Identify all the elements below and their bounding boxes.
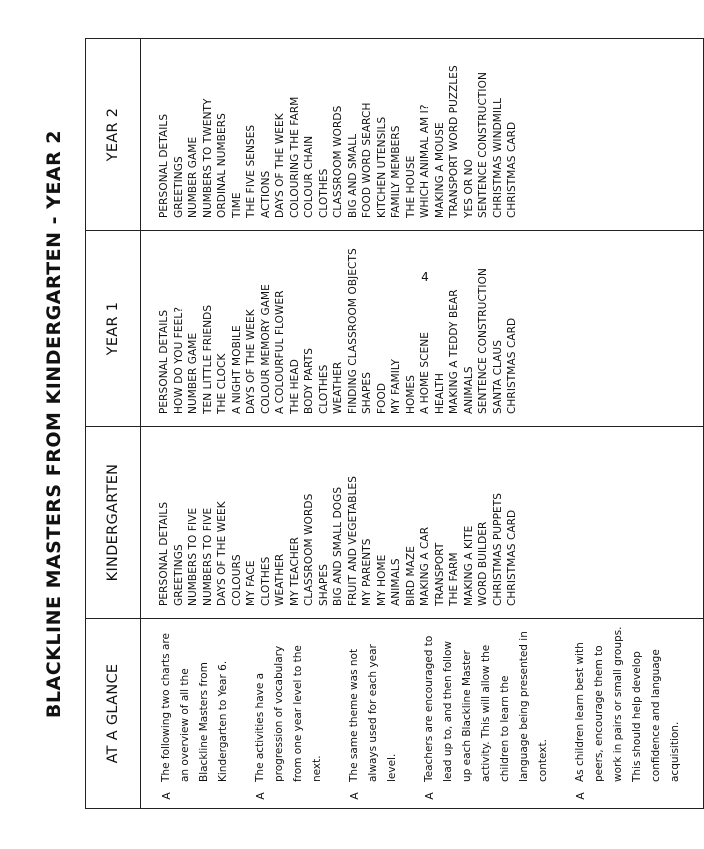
- topic-item: BIG AND SMALL: [346, 133, 359, 218]
- topic-item: CHRISTMAS WINDMILL: [491, 97, 504, 218]
- topic-item: FINDING CLASSROOM OBJECTS: [346, 248, 359, 414]
- topic-item: ACTIONS: [259, 170, 272, 218]
- topic-item: COLOURING THE FARM: [288, 96, 301, 218]
- note-item: [420, 625, 553, 808]
- note-item: [157, 625, 233, 808]
- page-title: BLACKLINE MASTERS FROM KINDERGARTEN - YEAR 2: [43, 129, 65, 719]
- bullet-icon: A: [254, 792, 267, 800]
- bullet-icon: A: [574, 792, 587, 800]
- topic-item: MY FAMILY: [390, 359, 402, 414]
- content-row: [141, 39, 704, 809]
- topic-item: TEN LITTLE FRIENDS: [201, 304, 214, 414]
- topic-item: WEATHER: [274, 553, 286, 606]
- topic-item: WEATHER: [332, 361, 344, 414]
- topic-item: GREETINGS: [172, 544, 185, 606]
- topic-item: PERSONAL DETAILS: [158, 113, 170, 218]
- topic-item: HOMES: [404, 374, 417, 414]
- topic-item: MAKING A KITE: [462, 525, 475, 606]
- topic-item: BODY PARTS: [303, 348, 315, 414]
- topic-item: A NIGHT MOBILE: [230, 325, 243, 414]
- topic-item: A COLOURFUL FLOWER: [274, 290, 286, 414]
- topic-item: BIG AND SMALL DOGS: [332, 486, 344, 606]
- topic-item: NUMBER GAME: [187, 332, 199, 414]
- topic-item: CLOTHES: [317, 364, 330, 414]
- topic-item: MY PARENTS: [361, 538, 373, 606]
- topic-item: THE HEAD: [288, 359, 301, 414]
- note-item: [345, 625, 402, 808]
- topic-item: PERSONAL DETAILS: [158, 501, 170, 606]
- topic-item: COLOURS: [230, 554, 243, 606]
- note-item: [571, 625, 685, 808]
- year1-topics: [157, 231, 520, 426]
- topic-item: NUMBER GAME: [187, 136, 199, 218]
- topic-item: TIME: [230, 192, 243, 218]
- topic-item: THE FIVE SENSES: [245, 124, 257, 218]
- topic-item: ANIMALS: [390, 558, 402, 606]
- header-row: [86, 39, 141, 809]
- topic-item: DAYS OF THE WEEK: [274, 113, 286, 218]
- topic-item: FAMILY MEMBERS: [390, 125, 402, 218]
- note-item: [251, 625, 327, 808]
- topic-item: TRANSPORT WORD PUZZLES: [448, 65, 460, 218]
- topic-item: CHRISTMAS CARD: [506, 509, 518, 606]
- topic-item: GREETINGS: [172, 156, 185, 218]
- topic-item: A HOME SCENE: [419, 331, 431, 414]
- page-number: 4: [421, 270, 429, 285]
- year2-cell: [141, 39, 704, 231]
- topic-item: SENTENCE CONSTRUCTION: [477, 72, 489, 218]
- topic-item: DAYS OF THE WEEK: [216, 501, 228, 606]
- header-at-a-glance: AT A GLANCE: [86, 619, 141, 809]
- topic-item: SENTENCE CONSTRUCTION: [477, 268, 489, 414]
- topic-item: PERSONAL DETAILS: [158, 309, 170, 414]
- note-text: The activities have a progression of vocabulary from one year level to the next.: [254, 645, 323, 782]
- topic-item: CHRISTMAS CARD: [506, 317, 518, 414]
- topic-item: MAKING A CAR: [419, 526, 431, 606]
- topic-item: NUMBERS TO TWENTY: [201, 98, 214, 218]
- topic-item: HEALTH: [433, 372, 446, 414]
- topic-item: CLASSROOM WORDS: [332, 105, 344, 218]
- kindergarten-topics: [157, 427, 520, 618]
- topic-item: FRUIT AND VEGETABLES: [346, 475, 359, 606]
- topic-item: CLASSROOM WORDS: [303, 493, 315, 606]
- header-year2: YEAR 2: [86, 39, 141, 231]
- topic-item: THE HOUSE: [404, 155, 417, 218]
- topic-item: WHICH ANIMAL AM I?: [419, 104, 431, 218]
- at-a-glance-cell: [141, 619, 704, 809]
- topic-item: CHRISTMAS CARD: [506, 121, 518, 218]
- at-a-glance-notes: [157, 619, 685, 808]
- topic-item: KITCHEN UTENSILS: [375, 116, 388, 218]
- topic-item: MAKING A TEDDY BEAR: [448, 289, 460, 414]
- note-text: The following two charts are an overview of all the Blackline Masters from Kindergarten to Year 6.: [160, 633, 229, 782]
- kindergarten-cell: [141, 427, 704, 619]
- topic-item: FOOD WORD SEARCH: [361, 102, 373, 218]
- topic-item: HOW DO YOU FEEL?: [172, 306, 185, 414]
- topic-item: MY HOME: [375, 554, 388, 606]
- bullet-icon: A: [423, 792, 436, 800]
- topic-item: SHAPES: [361, 372, 373, 414]
- topic-item: WORD BUILDER: [477, 521, 489, 606]
- year2-topics: [157, 39, 520, 230]
- header-year1: YEAR 1: [86, 231, 141, 427]
- topic-item: NUMBERS TO FIVE: [187, 507, 199, 606]
- topic-item: CHRISTMAS PUPPETS: [491, 492, 504, 606]
- topic-item: YES OR NO: [462, 159, 475, 218]
- header-kindergarten: KINDERGARTEN: [86, 427, 141, 619]
- overview-table: [85, 38, 704, 809]
- topic-item: THE FARM: [448, 552, 460, 606]
- note-text: As children learn best with peers, encourage them to work in pairs or small groups. This should help develop confidence and language acquisition.: [574, 626, 681, 782]
- topic-item: THE CLOCK: [216, 353, 228, 414]
- topic-item: TRANSPORT: [433, 542, 446, 606]
- bullet-icon: A: [160, 792, 173, 800]
- topic-item: MY FACE: [245, 560, 257, 606]
- bullet-icon: A: [348, 792, 361, 800]
- topic-item: MAKING A MOUSE: [433, 122, 446, 218]
- topic-item: ORDINAL NUMBERS: [216, 113, 228, 218]
- topic-item: COLOUR CHAIN: [303, 135, 315, 218]
- note-text: The same theme was not always used for each year level.: [348, 644, 398, 782]
- topic-item: NUMBERS TO FIVE: [201, 507, 214, 606]
- topic-item: SANTA CLAUS: [491, 339, 504, 414]
- topic-item: BIRD MAZE: [404, 546, 417, 606]
- topic-item: FOOD: [375, 382, 388, 414]
- topic-item: COLOUR MEMORY GAME: [259, 284, 272, 414]
- year1-cell: [141, 231, 704, 427]
- topic-item: CLOTHES: [259, 556, 272, 606]
- topic-item: DAYS OF THE WEEK: [245, 309, 257, 414]
- topic-item: CLOTHES: [317, 168, 330, 218]
- topic-item: ANIMALS: [462, 366, 475, 414]
- topic-item: SHAPES: [317, 564, 330, 606]
- note-text: Teachers are encouraged to lead up to, and then follow up each Blackline Master activity. This will allow the children to learn the language being presented in context.: [423, 631, 549, 782]
- topic-item: MY TEACHER: [288, 536, 301, 606]
